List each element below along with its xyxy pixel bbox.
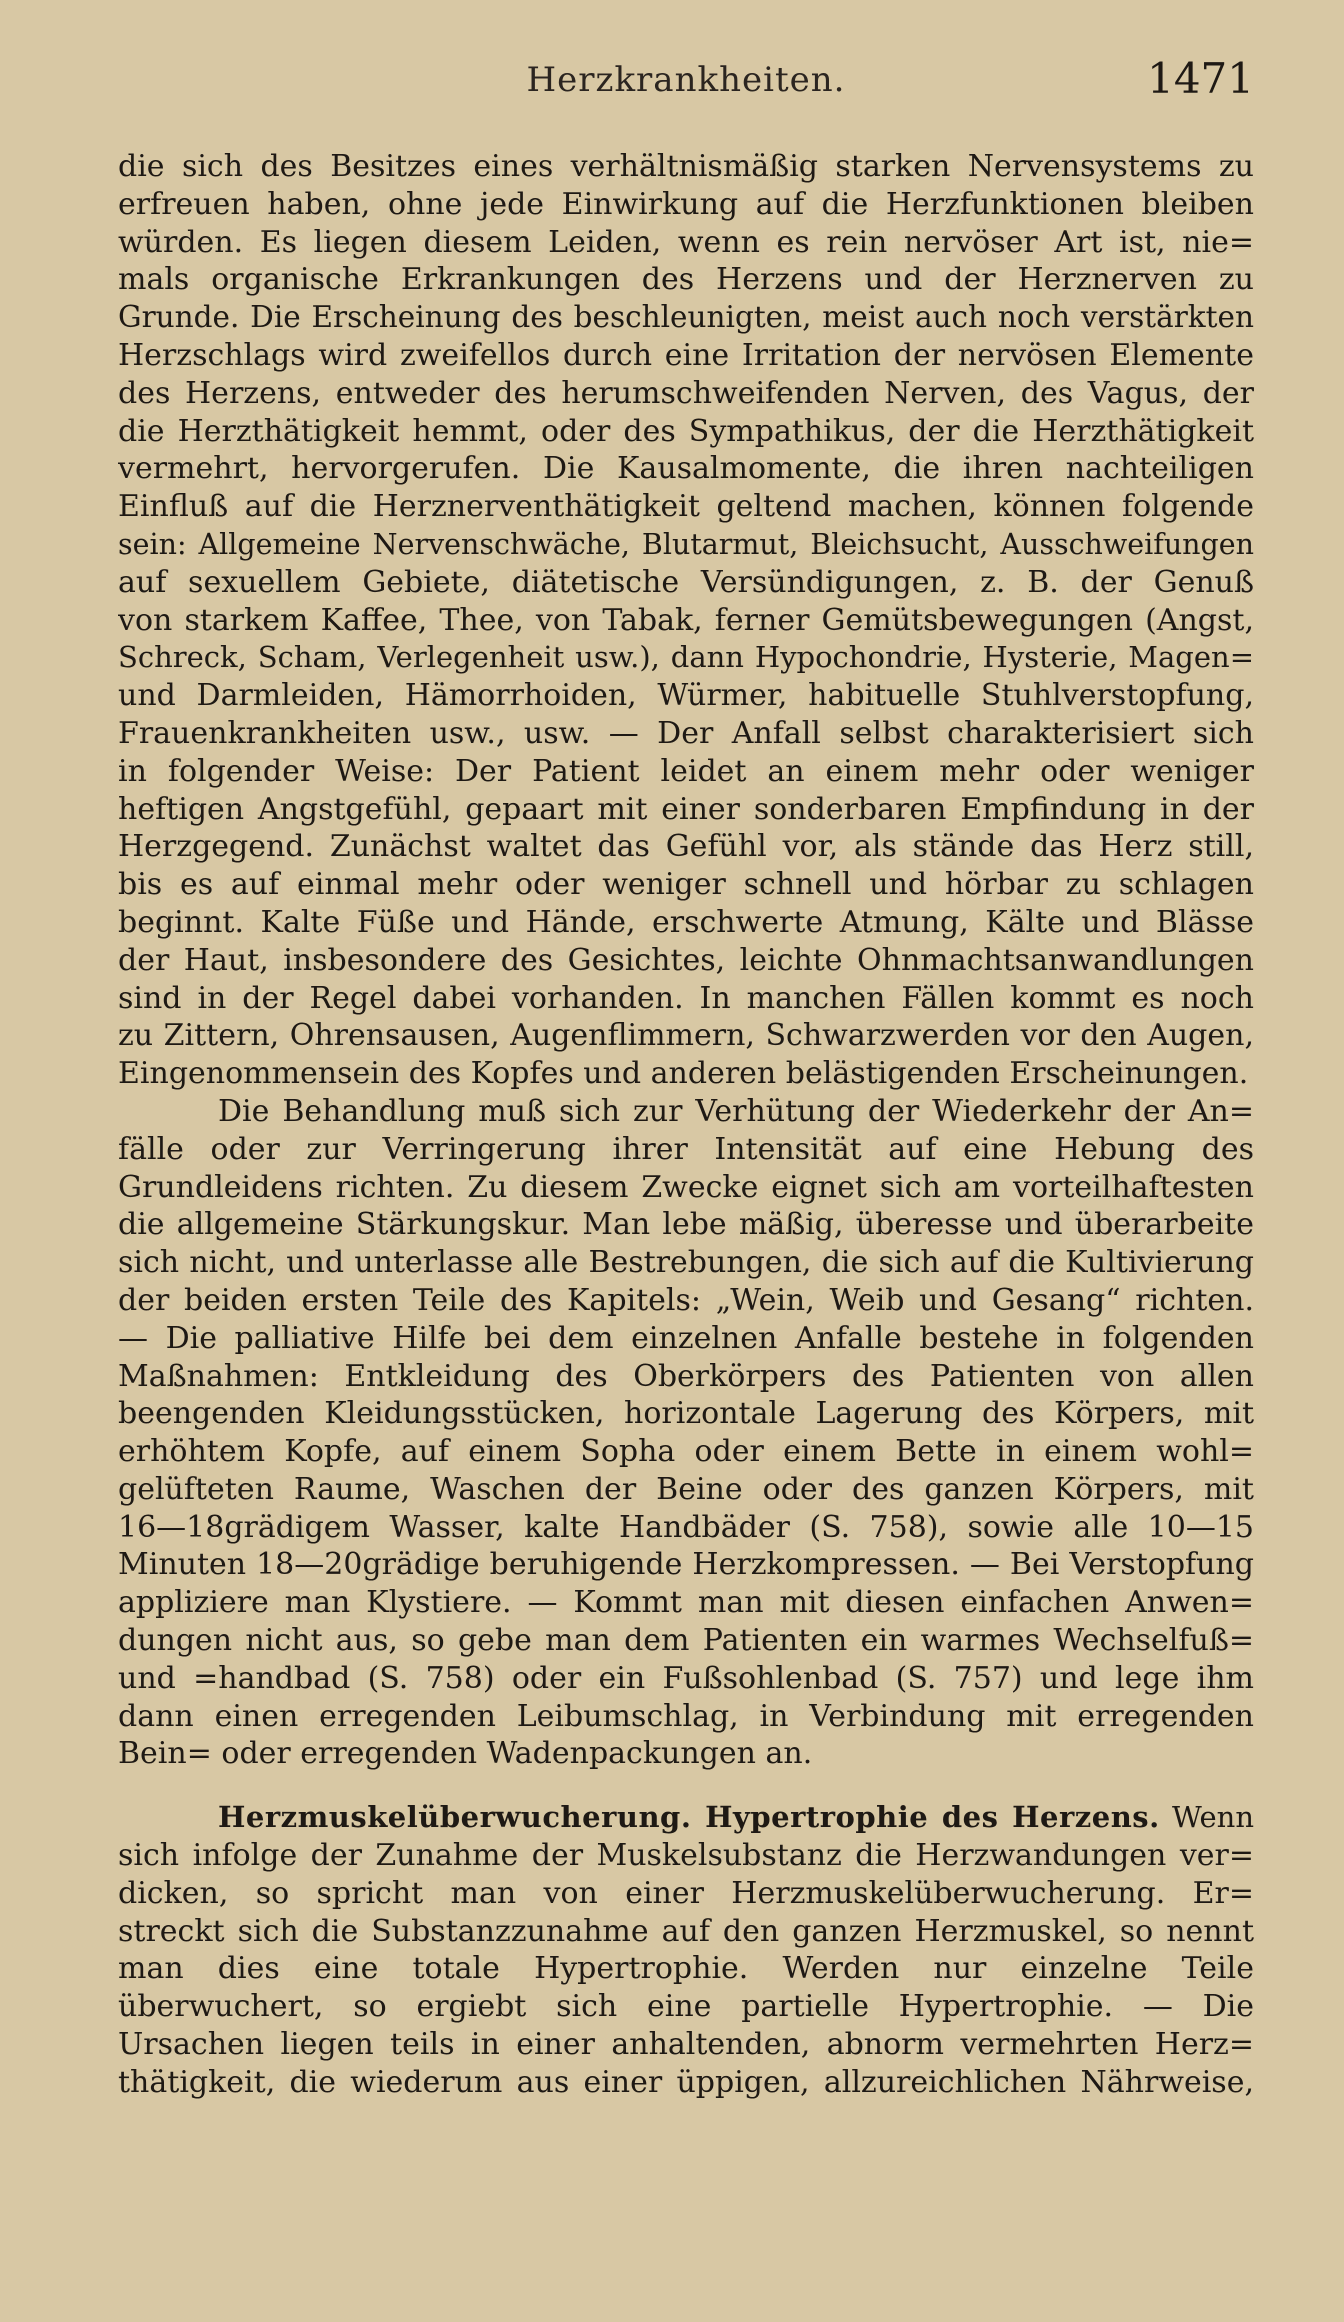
text-line: der Haut, insbesondere des Gesichtes, leichte Ohnmachtsanwandlungen bbox=[118, 942, 1254, 978]
text-line: würden. Es liegen diesem Leiden, wenn es rein nervöser Art ist, nie= bbox=[118, 224, 1254, 260]
paragraph-hypertrophy bbox=[118, 1799, 1254, 2101]
text-line: vermehrt, hervorgerufen. Die Kausalmomente, die ihren nachteiligen bbox=[118, 451, 1254, 487]
page-header bbox=[118, 54, 1254, 120]
text-line: dann einen erregenden Leibumschlag, in Verbindung mit erregenden bbox=[118, 1698, 1254, 1734]
text-line: die allgemeine Stärkungskur. Man lebe mäßig, überesse und überarbeite bbox=[118, 1207, 1254, 1243]
text-line: — Die palliative Hilfe bei dem einzelnen Anfalle bestehe in folgenden bbox=[118, 1320, 1254, 1356]
text-line: beengenden Kleidungsstücken, horizontale Lagerung des Körpers, mit bbox=[118, 1396, 1254, 1432]
text-line: von starkem Kaffee, Thee, von Tabak, ferner Gemütsbewegungen (Angst, bbox=[118, 602, 1254, 638]
text-line: Minuten 18—20grädige beruhigende Herzkompressen. — Bei Verstopfung bbox=[118, 1547, 1254, 1583]
text-line: dungen nicht aus, so gebe man dem Patienten ein warmes Wechselfuß= bbox=[118, 1623, 1254, 1659]
text-line: zu Zittern, Ohrensausen, Augenflimmern, Schwarzwerden vor den Augen, bbox=[118, 1018, 1254, 1054]
text-line: mals organische Erkrankungen des Herzens und der Herznerven zu bbox=[118, 262, 1254, 298]
text-line: Grundleidens richten. Zu diesem Zwecke eignet sich am vorteilhaftesten bbox=[118, 1169, 1254, 1205]
running-head: Herzkrankheiten. bbox=[526, 60, 846, 100]
text-line: sich nicht, und unterlasse alle Bestrebungen, die sich auf die Kultivierung bbox=[118, 1245, 1254, 1281]
page-body bbox=[118, 148, 1254, 2102]
text-line: Maßnahmen: Entkleidung des Oberkörpers des Patienten von allen bbox=[118, 1358, 1254, 1394]
text-line: Bein= oder erregenden Wadenpackungen an. bbox=[118, 1736, 813, 1772]
section-heading-line bbox=[118, 1799, 1254, 1837]
text-line: man dies eine totale Hypertrophie. Werden nur einzelne Teile bbox=[118, 1951, 1254, 1987]
text-line: auf sexuellem Gebiete, diätetische Versündigungen, z. B. der Genuß bbox=[118, 564, 1254, 600]
text-line: der beiden ersten Teile des Kapitels: „Wein, Weib und Gesang“ richten. bbox=[118, 1282, 1254, 1318]
text-line: Einfluß auf die Herznerventhätigkeit geltend machen, können folgende bbox=[118, 489, 1254, 525]
text-line: sein: Allgemeine Nervenschwäche, Blutarmut, Bleichsucht, Ausschweifungen bbox=[118, 527, 1254, 561]
text-line: Ursachen liegen teils in einer anhaltenden, abnorm vermehrten Herz= bbox=[118, 2027, 1254, 2063]
text-line: Frauenkrankheiten usw., usw. — Der Anfall selbst charakterisiert sich bbox=[118, 715, 1254, 751]
text-line: Herzschlags wird zweifellos durch eine Irritation der nervösen Elemente bbox=[118, 337, 1254, 373]
text-line: Herzgegend. Zunächst waltet das Gefühl vor, als stände das Herz still, bbox=[118, 829, 1254, 865]
text-line: Schreck, Scham, Verlegenheit usw.), dann Hypochondrie, Hysterie, Magen= bbox=[118, 640, 1254, 675]
text-line: Die Behandlung muß sich zur Verhütung der Wiederkehr der An= bbox=[218, 1093, 1254, 1129]
text-line: appliziere man Klystiere. — Kommt man mit diesen einfachen Anwen= bbox=[118, 1585, 1254, 1621]
paragraph-treatment bbox=[118, 1093, 1254, 1773]
text-line: fälle oder zur Verringerung ihrer Intensität auf eine Hebung des bbox=[118, 1131, 1254, 1167]
text-line: 16—18grädigem Wasser, kalte Handbäder (S. 758), sowie alle 10—15 bbox=[118, 1509, 1254, 1545]
text-line: erhöhtem Kopfe, auf einem Sopha oder einem Bette in einem wohl= bbox=[118, 1434, 1254, 1470]
text-line: die Herzthätigkeit hemmt, oder des Sympathikus, der die Herzthätigkeit bbox=[118, 413, 1254, 449]
text-line: sich infolge der Zunahme der Muskelsubstanz die Herzwandungen ver= bbox=[118, 1838, 1254, 1874]
text-line: streckt sich die Substanzzunahme auf den ganzen Herzmuskel, so nennt bbox=[118, 1913, 1254, 1949]
text-line: thätigkeit, die wiederum aus einer üppigen, allzureichlichen Nährweise, bbox=[118, 2064, 1254, 2100]
text-line: Grunde. Die Erscheinung des beschleunigten, meist auch noch verstärkten bbox=[118, 300, 1254, 335]
section-heading: Herzmuskelüberwucherung. Hypertrophie des Herzens. bbox=[218, 1800, 1160, 1835]
page-number: 1471 bbox=[1147, 54, 1254, 103]
text-line: dicken, so spricht man von einer Herzmuskelüberwucherung. Er= bbox=[118, 1875, 1254, 1911]
text-line: überwuchert, so ergiebt sich eine partielle Hypertrophie. — Die bbox=[118, 1989, 1254, 2025]
text-line: beginnt. Kalte Füße und Hände, erschwerte Atmung, Kälte und Blässe bbox=[118, 904, 1254, 940]
text-line: erfreuen haben, ohne jede Einwirkung auf die Herzfunktionen bleiben bbox=[118, 186, 1254, 222]
text-line: heftigen Angstgefühl, gepaart mit einer sonderbaren Empfindung in der bbox=[118, 791, 1254, 827]
text-line: des Herzens, entweder des herumschweifenden Nerven, des Vagus, der bbox=[118, 375, 1254, 411]
text-line: und =handbad (S. 758) oder ein Fußsohlenbad (S. 757) und lege ihm bbox=[118, 1660, 1254, 1696]
paragraph-nervous-palpitation bbox=[118, 148, 1254, 1093]
text-line: in folgender Weise: Der Patient leidet an einem mehr oder weniger bbox=[118, 753, 1254, 789]
section-gap bbox=[118, 1773, 1254, 1799]
text-line: und Darmleiden, Hämorrhoiden, Würmer, habituelle Stuhlverstopfung, bbox=[118, 678, 1254, 714]
text-line: die sich des Besitzes eines verhältnismäßig starken Nervensystems zu bbox=[118, 149, 1254, 184]
text-line: Eingenommensein des Kopfes und anderen belästigenden Erscheinungen. bbox=[118, 1056, 1249, 1092]
heading-line-rest: Wenn bbox=[1159, 1800, 1254, 1835]
text-line: sind in der Regel dabei vorhanden. In manchen Fällen kommt es noch bbox=[118, 980, 1254, 1016]
text-line: gelüfteten Raume, Waschen der Beine oder des ganzen Körpers, mit bbox=[118, 1471, 1254, 1507]
text-line: bis es auf einmal mehr oder weniger schnell und hörbar zu schlagen bbox=[118, 867, 1254, 903]
